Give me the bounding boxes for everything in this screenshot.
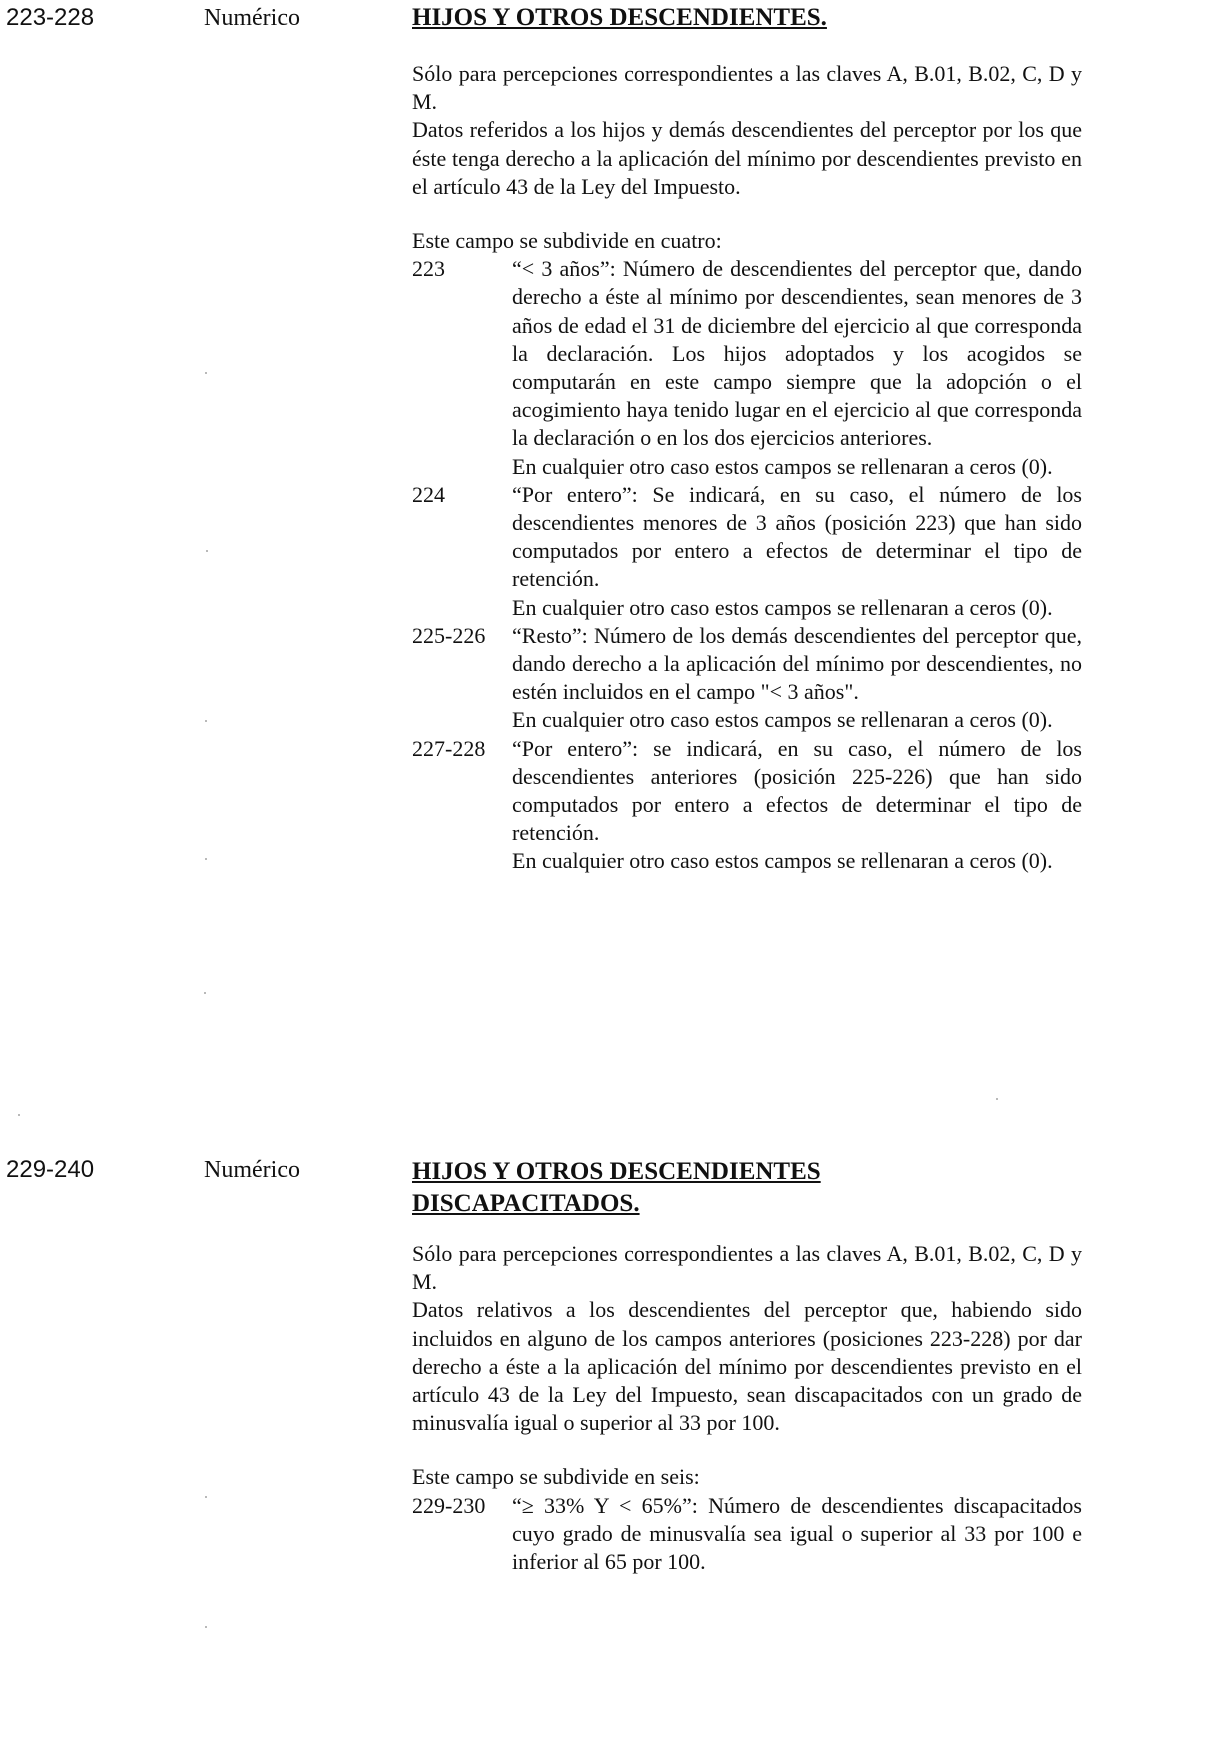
scan-speck xyxy=(205,372,207,374)
section-body xyxy=(412,1240,1082,1576)
subfield-text: “Por entero”: se indicará, en su caso, el número de los descendientes anteriores (posición 225-226) que han sido computados por entero a efectos de determinar el tipo de retención. xyxy=(512,735,1082,846)
subfield-item xyxy=(412,1492,1082,1577)
field-type: Numérico xyxy=(204,5,300,31)
subfield-code: 225-226 xyxy=(412,622,486,648)
scope-text: Sólo para percepciones correspondientes a las claves A, B.01, B.02, C, D y M. xyxy=(412,1241,1082,1295)
subfield-item xyxy=(412,735,1082,876)
subfield-note: En cualquier otro caso estos campos se rellenaran a ceros (0). xyxy=(512,707,1053,733)
subfield-note: En cualquier otro caso estos campos se rellenaran a ceros (0). xyxy=(512,594,1053,620)
description-text: Datos referidos a los hijos y demás descendientes del perceptor por los que éste tenga derecho a la aplicación del mínimo por descendientes previsto en el artículo 43 de la Ley del Impuesto. xyxy=(412,117,1082,199)
subdivide-intro: Este campo se subdivide en cuatro: xyxy=(412,228,722,254)
section-title: HIJOS Y OTROS DESCENDIENTES. xyxy=(412,4,827,31)
scan-speck xyxy=(205,858,207,860)
subdivide-intro: Este campo se subdivide en seis: xyxy=(412,1464,700,1490)
subfield-code: 229-230 xyxy=(412,1492,486,1518)
scan-speck xyxy=(205,720,207,722)
field-positions: 229-240 xyxy=(6,1156,95,1183)
subfield-item xyxy=(412,622,1082,735)
scan-speck xyxy=(18,1114,20,1116)
subfield-text: “Por entero”: Se indicará, en su caso, el número de los descendientes menores de 3 años (posición 223) que han sido computados por entero a efectos de determinar el tipo de retención. xyxy=(512,481,1082,592)
subfield-note: En cualquier otro caso estos campos se rellenaran a ceros (0). xyxy=(512,848,1053,874)
description-text: Datos relativos a los descendientes del perceptor que, habiendo sido incluidos en alguno de los campos anteriores (posiciones 223-228) por dar derecho a éste a la aplicación del mínimo por descendientes previsto en el artículo 43 de la Ley del Impuesto, sean discapacitados con un grado de minusvalía igual o superior al 33 por 100. xyxy=(412,1297,1082,1436)
subfield-code: 223 xyxy=(412,256,445,282)
section-body xyxy=(412,60,1082,876)
scan-speck xyxy=(205,1626,207,1628)
subfield-note: En cualquier otro caso estos campos se rellenaran a ceros (0). xyxy=(512,453,1053,479)
scan-speck xyxy=(204,992,206,994)
subfield-text: “≥ 33% Y < 65%”: Número de descendientes discapacitados cuyo grado de minusvalía sea igual o superior al 33 por 100 e inferior al 65 por 100. xyxy=(512,1492,1082,1575)
subfield-text: “Resto”: Número de los demás descendientes del perceptor que, dando derecho a la aplicación del mínimo por descendientes, no estén incluidos en el campo "< 3 años". xyxy=(512,622,1082,705)
scope-text: Sólo para percepciones correspondientes a las claves A, B.01, B.02, C, D y M. xyxy=(412,61,1082,115)
field-positions: 223-228 xyxy=(6,4,95,31)
subfield-item xyxy=(412,481,1082,622)
scan-speck xyxy=(996,1098,998,1100)
subfield-item xyxy=(412,255,1082,481)
scan-speck xyxy=(206,550,208,552)
scan-speck xyxy=(205,1496,207,1498)
subfield-code: 227-228 xyxy=(412,735,486,761)
subfield-text: “< 3 años”: Número de descendientes del perceptor que, dando derecho a éste al mínimo por descendientes, sean menores de 3 años de edad el 31 de diciembre del ejercicio al que corresponda la declaración. Los hijos adoptados y los acogidos se computarán en este campo siempre que la adopción o el acogimiento haya tenido lugar en el ejercicio al que corresponda la declaración o en los dos ejercicios anteriores. xyxy=(512,256,1082,451)
subfield-code: 224 xyxy=(412,481,445,507)
section-title: HIJOS Y OTROS DESCENDIENTES DISCAPACITADOS. xyxy=(412,1158,821,1217)
field-type: Numérico xyxy=(204,1157,300,1183)
